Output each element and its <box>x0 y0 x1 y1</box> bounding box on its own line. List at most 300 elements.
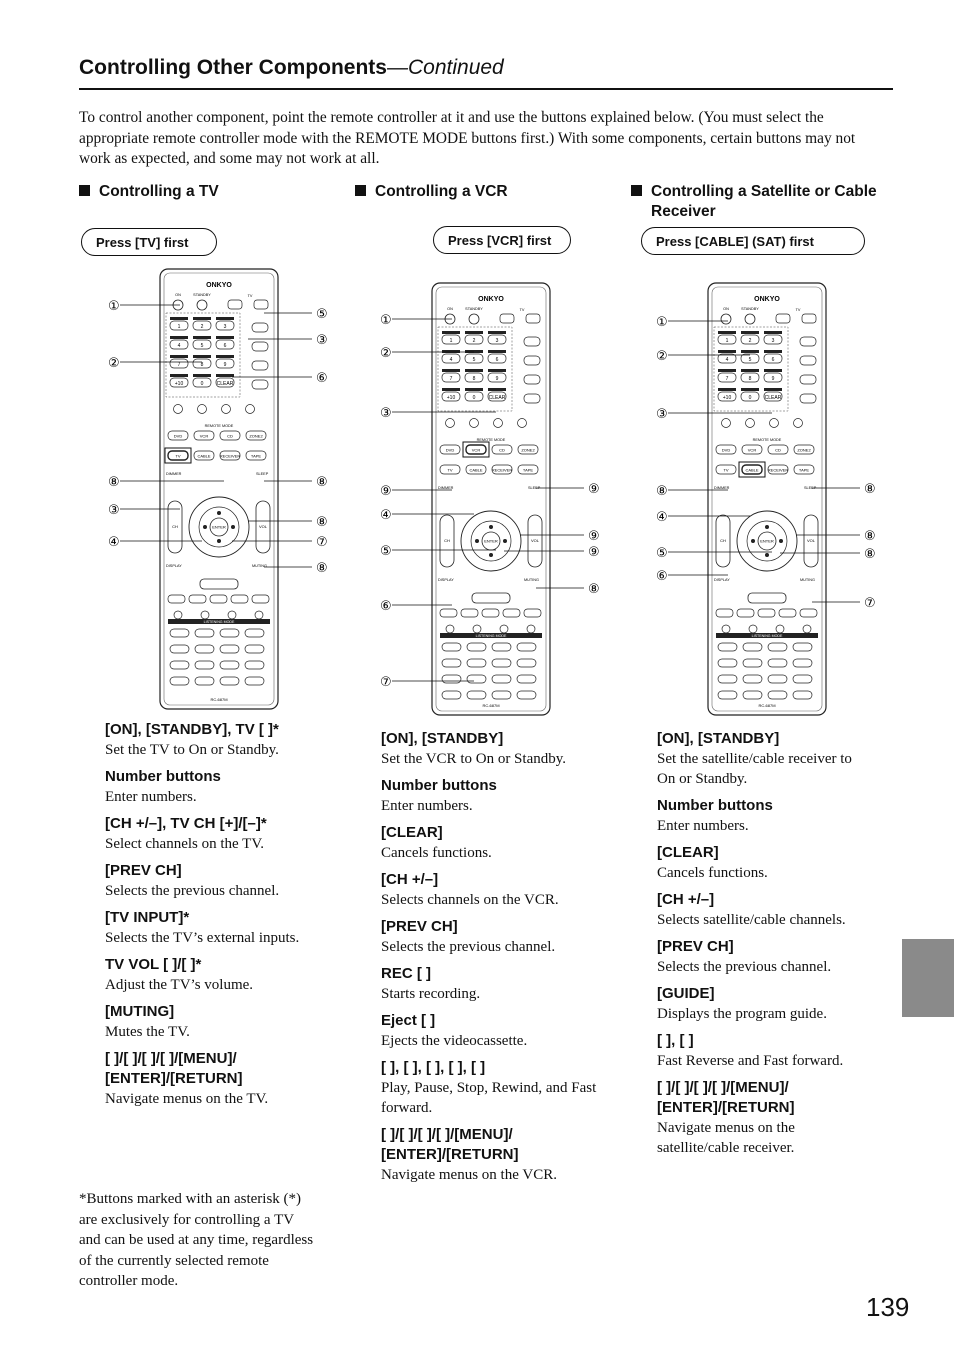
function-description: Enter numbers. <box>657 818 749 834</box>
listening-key-shape <box>743 691 762 699</box>
power-button-label: STANDBY <box>465 307 483 311</box>
callout-number-left: ③ <box>656 407 668 422</box>
play-key-shape <box>200 579 238 589</box>
listening-key-shape <box>793 675 812 683</box>
function-description: Fast Reverse and Fast forward. <box>657 1053 844 1069</box>
number-key-label: 8 <box>200 362 204 368</box>
tv-ch-vol-key-shape <box>524 394 540 403</box>
number-key-label-band <box>170 374 188 377</box>
number-key-label: 4 <box>725 357 729 363</box>
listening-key-shape <box>467 643 486 651</box>
function-heading: Number buttons <box>381 777 497 794</box>
transport-key-shape <box>737 609 754 617</box>
function-description: Selects channels on the VCR. <box>381 892 559 908</box>
callout-number-left: ⑤ <box>656 546 668 561</box>
play-key-shape <box>748 593 786 603</box>
mode-key-label: CD <box>227 433 233 439</box>
function-heading: [ ], [ ], [ ], [ ], [ ] <box>381 1059 486 1076</box>
function-description: Select channels on the TV. <box>105 836 264 852</box>
tv-input-button-shape <box>802 314 816 323</box>
callout-number-right: ⑨ <box>588 529 600 544</box>
vol-rocker-label: VOL <box>258 524 268 529</box>
transport-round-key-shape <box>228 611 236 619</box>
function-heading: [ON], [STANDBY] <box>657 730 780 747</box>
number-key-label-band <box>764 388 782 391</box>
remote-svg-sat <box>648 255 876 720</box>
listening-key-shape <box>793 691 812 699</box>
tv-label: TV <box>247 294 253 298</box>
number-key-label-band <box>465 388 483 391</box>
number-key-label: CLEAR <box>488 395 506 401</box>
listening-key-shape <box>492 675 511 683</box>
callout-number-right: ③ <box>316 333 328 348</box>
function-heading: [TV INPUT]* <box>105 909 190 926</box>
press-vcr-label: Press [VCR] first <box>433 226 571 254</box>
muting-label: MUTING <box>524 578 539 582</box>
transport-key-shape <box>779 609 796 617</box>
callout-number-right: ⑧ <box>316 561 328 576</box>
callout-number-left: ① <box>656 315 668 330</box>
callout-number-left: ② <box>656 349 668 364</box>
listening-key-shape <box>170 661 189 669</box>
number-key-label-band <box>216 317 234 320</box>
remote-mode-label: REMOTE MODE <box>476 438 506 442</box>
number-key-label-band <box>170 355 188 358</box>
square-bullet-icon <box>79 185 90 196</box>
number-key-label: 2 <box>200 324 204 330</box>
listening-key-shape <box>442 643 461 651</box>
mode-key-label: CD <box>499 447 505 453</box>
listening-key-shape <box>768 675 787 683</box>
number-key-label: 4 <box>449 357 453 363</box>
dimmer-label: DIMMER <box>714 486 730 490</box>
transport-round-key-shape <box>527 625 535 633</box>
mode-key-label: VCR <box>199 433 209 439</box>
number-key-label-band <box>442 388 460 391</box>
number-key-label-band <box>170 317 188 320</box>
number-key-label-band <box>488 388 506 391</box>
number-key-label: 5 <box>472 357 476 363</box>
function-heading: REC [ ] <box>381 965 431 982</box>
number-key-label-band <box>442 331 460 334</box>
display-label: DISPLAY <box>166 564 182 568</box>
arrow-key-mark <box>489 525 493 529</box>
transport-key-shape <box>758 609 775 617</box>
transport-key-shape <box>210 595 227 603</box>
number-key-label-band <box>442 350 460 353</box>
number-key-label: 7 <box>177 362 181 368</box>
callout-number-left: ⑨ <box>380 484 392 499</box>
listening-key-shape <box>220 629 239 637</box>
function-description: Set the satellite/cable receiver to On or Standby. <box>657 751 852 787</box>
function-description: Cancels functions. <box>657 865 768 881</box>
transport-key-shape <box>461 609 478 617</box>
number-key-label-band <box>764 369 782 372</box>
remote-brand-label: ONKYO <box>754 296 780 303</box>
tv-label: TV <box>519 308 525 312</box>
function-description: Selects the previous channel. <box>657 959 832 975</box>
arrow-key-mark <box>779 539 783 543</box>
press-cable-label: Press [CABLE] (SAT) first <box>641 227 865 255</box>
mode-key-label: RECEIVER <box>491 467 513 473</box>
preset-key-shape <box>518 419 527 428</box>
power-button-label: STANDBY <box>193 293 211 297</box>
mode-key-label: VCR <box>471 447 481 453</box>
number-key-label-band <box>741 369 759 372</box>
listening-key-shape <box>195 629 214 637</box>
function-heading: [PREV CH] <box>657 938 734 955</box>
number-key-label: 7 <box>725 376 729 382</box>
callout-number-right: ⑨ <box>588 482 600 497</box>
callout-number-left: ⑤ <box>380 544 392 559</box>
number-key-label: 2 <box>748 338 752 344</box>
number-key-label-band <box>488 369 506 372</box>
listening-key-shape <box>467 659 486 667</box>
sleep-label: SLEEP <box>256 472 269 476</box>
callout-number-left: ③ <box>108 503 120 518</box>
listening-key-shape <box>718 675 737 683</box>
number-key-label: 9 <box>771 376 775 382</box>
mode-key-label: ZONE2 <box>249 433 263 439</box>
mode-key-label: CABLE <box>745 467 759 473</box>
transport-round-key-shape <box>776 625 784 633</box>
preset-key-shape <box>770 419 779 428</box>
listening-key-shape <box>195 661 214 669</box>
function-heading: TV VOL [ ]/[ ]* <box>105 956 202 973</box>
function-heading: Eject [ ] <box>381 1012 436 1029</box>
title-continued: —Continued <box>386 56 504 79</box>
function-description: Navigate menus on the VCR. <box>381 1167 557 1183</box>
mode-key-label: CD <box>775 447 781 453</box>
mode-key-label: VCR <box>747 447 757 453</box>
listening-key-shape <box>517 691 536 699</box>
number-key-label-band <box>764 331 782 334</box>
number-key-label: 9 <box>223 362 227 368</box>
transport-key-shape <box>231 595 248 603</box>
preset-key-shape <box>246 405 255 414</box>
number-key-label-band <box>465 331 483 334</box>
listening-key-shape <box>768 659 787 667</box>
function-heading: [MUTING] <box>105 1003 175 1020</box>
vcr-heading-text: Controlling a VCR <box>375 183 508 200</box>
number-key-label: 3 <box>495 338 499 344</box>
listening-key-shape <box>718 643 737 651</box>
transport-round-key-shape <box>722 625 730 633</box>
ch-rocker-label: CH <box>172 524 178 529</box>
remote-model-label: RC-687M <box>482 703 500 708</box>
number-key-label: 4 <box>177 343 181 349</box>
listening-key-shape <box>220 645 239 653</box>
tv-heading-text: Controlling a TV <box>99 183 219 200</box>
mode-key-label: RECEIVER <box>767 467 789 473</box>
dimmer-label: DIMMER <box>166 472 182 476</box>
callout-number-left: ③ <box>380 406 392 421</box>
callout-number-left: ⑧ <box>108 475 120 490</box>
remote-svg-vcr <box>372 255 600 720</box>
page-title <box>79 56 504 80</box>
listening-key-shape <box>220 677 239 685</box>
arrow-key-mark <box>489 553 493 557</box>
preset-key-shape <box>746 419 755 428</box>
function-heading: [ ], [ ] <box>657 1032 694 1049</box>
number-key-label-band <box>764 350 782 353</box>
number-key-label: 2 <box>472 338 476 344</box>
ch-rocker-label: CH <box>444 538 450 543</box>
play-key-shape <box>472 593 510 603</box>
title-rule <box>79 88 893 90</box>
preset-key-shape <box>794 419 803 428</box>
transport-round-key-shape <box>473 625 481 633</box>
number-key-label: 0 <box>748 395 752 401</box>
transport-key-shape <box>524 609 541 617</box>
number-key-label-band <box>718 331 736 334</box>
function-description: Set the TV to On or Standby. <box>105 742 279 758</box>
arrow-key-mark <box>231 525 235 529</box>
callout-number-right: ⑦ <box>864 596 876 611</box>
preset-key-shape <box>222 405 231 414</box>
arrow-key-mark <box>765 553 769 557</box>
intro-paragraph: To control another component, point the remote controller at it and use the buttons explained below. (You must select the appropriate remote controller mode with the REMOTE MODE buttons first.) With some components, certain buttons may not work as expected, and some may not work at all. <box>79 109 856 167</box>
function-heading: [GUIDE] <box>657 985 715 1002</box>
display-label: DISPLAY <box>714 578 730 582</box>
number-key-label: +10 <box>174 381 184 387</box>
vol-rocker-label: VOL <box>806 538 816 543</box>
function-heading: Number buttons <box>657 797 773 814</box>
number-key-label: 6 <box>495 357 499 363</box>
callout-number-right: ⑦ <box>316 535 328 550</box>
transport-round-key-shape <box>201 611 209 619</box>
number-key-label-band <box>718 350 736 353</box>
mode-key-label: RECEIVER <box>219 453 241 459</box>
listening-key-shape <box>768 691 787 699</box>
number-key-label: 5 <box>200 343 204 349</box>
number-key-label-band <box>718 369 736 372</box>
page-number: 139 <box>866 1292 910 1322</box>
number-key-label-band <box>216 336 234 339</box>
transport-key-shape <box>503 609 520 617</box>
transport-key-shape <box>716 609 733 617</box>
callout-number-left: ⑦ <box>380 675 392 690</box>
listening-key-shape <box>768 643 787 651</box>
number-key-label-band <box>741 350 759 353</box>
function-description: Mutes the TV. <box>105 1024 190 1040</box>
arrow-key-mark <box>765 525 769 529</box>
power-button-label: STANDBY <box>741 307 759 311</box>
function-description: Play, Pause, Stop, Rewind, and Fast forward. <box>381 1080 597 1116</box>
tv-power-button-shape <box>228 300 242 309</box>
arrow-key-mark <box>217 539 221 543</box>
number-key-label-band <box>718 388 736 391</box>
preset-key-shape <box>446 419 455 428</box>
mode-key-label: TV <box>175 453 181 459</box>
number-key-label: 6 <box>223 343 227 349</box>
callout-number-left: ⑥ <box>656 569 668 584</box>
function-description: Displays the program guide. <box>657 1006 827 1022</box>
number-key-label: 0 <box>472 395 476 401</box>
listening-key-shape <box>718 691 737 699</box>
tv-ch-vol-key-shape <box>800 375 816 384</box>
listening-key-shape <box>793 659 812 667</box>
listening-key-shape <box>245 661 264 669</box>
function-heading: [ ]/[ ]/[ ]/[ ]/[MENU]/ [ENTER]/[RETURN] <box>381 1126 519 1163</box>
vcr-section-heading <box>355 182 595 202</box>
function-heading: [CLEAR] <box>381 824 443 841</box>
number-key-label: +10 <box>722 395 732 401</box>
remote-mode-label: REMOTE MODE <box>204 424 234 428</box>
listening-key-shape <box>170 677 189 685</box>
preset-key-shape <box>470 419 479 428</box>
tv-function-list <box>105 720 320 1116</box>
enter-key-label: ENTER <box>760 538 774 544</box>
mode-key-label: CABLE <box>469 467 483 473</box>
sleep-label: SLEEP <box>528 486 541 490</box>
vcr-function-list <box>381 729 616 1192</box>
listening-key-shape <box>195 677 214 685</box>
number-key-label: 9 <box>495 376 499 382</box>
enter-key-label: ENTER <box>212 524 226 530</box>
listening-key-shape <box>743 675 762 683</box>
function-heading: [ON], [STANDBY] <box>381 730 504 747</box>
sat-function-list <box>657 729 872 1165</box>
muting-label: MUTING <box>800 578 815 582</box>
power-button-shape <box>721 314 731 324</box>
function-heading: [CLEAR] <box>657 844 719 861</box>
mode-key-label: DVD <box>173 433 183 439</box>
function-heading: [CH +/–], TV CH [+]/[–]* <box>105 815 267 832</box>
callout-number-right: ⑧ <box>316 475 328 490</box>
transport-round-key-shape <box>446 625 454 633</box>
square-bullet-icon <box>631 185 642 196</box>
function-heading: [ ]/[ ]/[ ]/[ ]/[MENU]/ [ENTER]/[RETURN] <box>657 1079 795 1116</box>
function-description: Starts recording. <box>381 986 481 1002</box>
mode-key-label: ZONE2 <box>797 447 811 453</box>
transport-key-shape <box>800 609 817 617</box>
remote-diagram-tv <box>100 255 328 720</box>
arrow-key-mark <box>203 525 207 529</box>
listening-mode-label: LISTENING MODE <box>203 620 235 624</box>
callout-number-right: ⑤ <box>316 307 328 322</box>
listening-key-shape <box>220 661 239 669</box>
number-key-label-band <box>741 331 759 334</box>
function-heading: [ ]/[ ]/[ ]/[ ]/[MENU]/ [ENTER]/[RETURN] <box>105 1050 243 1087</box>
callout-number-right: ⑨ <box>588 545 600 560</box>
power-button-label: ON <box>175 293 181 297</box>
number-key-label-band <box>193 355 211 358</box>
mode-key-label: TAPE <box>522 467 534 473</box>
listening-key-shape <box>793 643 812 651</box>
press-tv-label: Press [TV] first <box>81 228 217 256</box>
callout-number-left: ⑧ <box>656 484 668 499</box>
function-description: Selects satellite/cable channels. <box>657 912 846 928</box>
number-key-label: CLEAR <box>216 381 234 387</box>
muting-label: MUTING <box>252 564 267 568</box>
transport-key-shape <box>252 595 269 603</box>
side-index-tab <box>902 939 954 1017</box>
sat-section-heading <box>631 182 881 222</box>
preset-key-shape <box>494 419 503 428</box>
transport-key-shape <box>189 595 206 603</box>
remote-model-label: RC-687M <box>758 703 776 708</box>
listening-key-shape <box>442 675 461 683</box>
number-key-label: 7 <box>449 376 453 382</box>
tv-input-button-shape <box>526 314 540 323</box>
callout-number-left: ② <box>108 356 120 371</box>
function-heading: [PREV CH] <box>381 918 458 935</box>
sat-heading-text: Controlling a Satellite or Cable Receiver <box>651 183 877 220</box>
tv-ch-vol-key-shape <box>524 375 540 384</box>
tv-power-button-shape <box>776 314 790 323</box>
mode-key-label: DVD <box>445 447 455 453</box>
mode-key-label: TAPE <box>798 467 810 473</box>
number-key-label-band <box>488 350 506 353</box>
mode-key-label: CABLE <box>197 453 211 459</box>
listening-key-shape <box>195 645 214 653</box>
number-key-label: 8 <box>472 376 476 382</box>
tv-input-button-shape <box>254 300 268 309</box>
listening-key-shape <box>245 645 264 653</box>
callout-number-left: ⑥ <box>380 599 392 614</box>
number-key-label-band <box>488 331 506 334</box>
remote-mode-label: REMOTE MODE <box>752 438 782 442</box>
remote-diagram-vcr <box>372 255 600 720</box>
remote-brand-label: ONKYO <box>478 296 504 303</box>
remote-brand-label: ONKYO <box>206 282 232 289</box>
function-description: Navigate menus on the TV. <box>105 1091 269 1107</box>
tv-ch-vol-key-shape <box>252 380 268 389</box>
callout-number-left: ② <box>380 346 392 361</box>
function-description: Ejects the videocassette. <box>381 1033 528 1049</box>
number-key-label: 8 <box>748 376 752 382</box>
remote-diagram-sat <box>648 255 876 720</box>
tv-ch-vol-key-shape <box>252 342 268 351</box>
enter-key-label: ENTER <box>484 538 498 544</box>
arrow-key-mark <box>217 511 221 515</box>
power-button-label: ON <box>447 307 453 311</box>
tv-ch-vol-key-shape <box>800 356 816 365</box>
transport-round-key-shape <box>174 611 182 619</box>
title-main: Controlling Other Components <box>79 56 387 79</box>
power-button-shape <box>745 314 755 324</box>
number-key-label-band <box>170 336 188 339</box>
display-label: DISPLAY <box>438 578 454 582</box>
number-key-label: CLEAR <box>764 395 782 401</box>
preset-key-shape <box>722 419 731 428</box>
listening-key-shape <box>718 659 737 667</box>
tv-power-button-shape <box>500 314 514 323</box>
tv-ch-vol-key-shape <box>524 337 540 346</box>
number-key-label: 6 <box>771 357 775 363</box>
listening-key-shape <box>492 691 511 699</box>
callout-number-right: ⑥ <box>316 371 328 386</box>
callout-number-left: ① <box>108 299 120 314</box>
listening-key-shape <box>492 659 511 667</box>
mode-key-label: TAPE <box>250 453 262 459</box>
number-key-label-band <box>216 374 234 377</box>
listening-key-shape <box>170 629 189 637</box>
listening-key-shape <box>442 659 461 667</box>
vol-rocker-label: VOL <box>530 538 540 543</box>
number-key-label: 3 <box>771 338 775 344</box>
number-key-label: +10 <box>446 395 456 401</box>
function-heading: [CH +/–] <box>381 871 439 888</box>
function-description: Adjust the TV’s volume. <box>105 977 254 993</box>
tv-ch-vol-key-shape <box>524 356 540 365</box>
arrow-key-mark <box>503 539 507 543</box>
function-description: Navigate menus on the satellite/cable receiver. <box>657 1120 795 1156</box>
function-heading: [ON], [STANDBY], TV [ ]* <box>105 721 279 738</box>
sleep-label: SLEEP <box>804 486 817 490</box>
function-description: Selects the previous channel. <box>105 883 280 899</box>
